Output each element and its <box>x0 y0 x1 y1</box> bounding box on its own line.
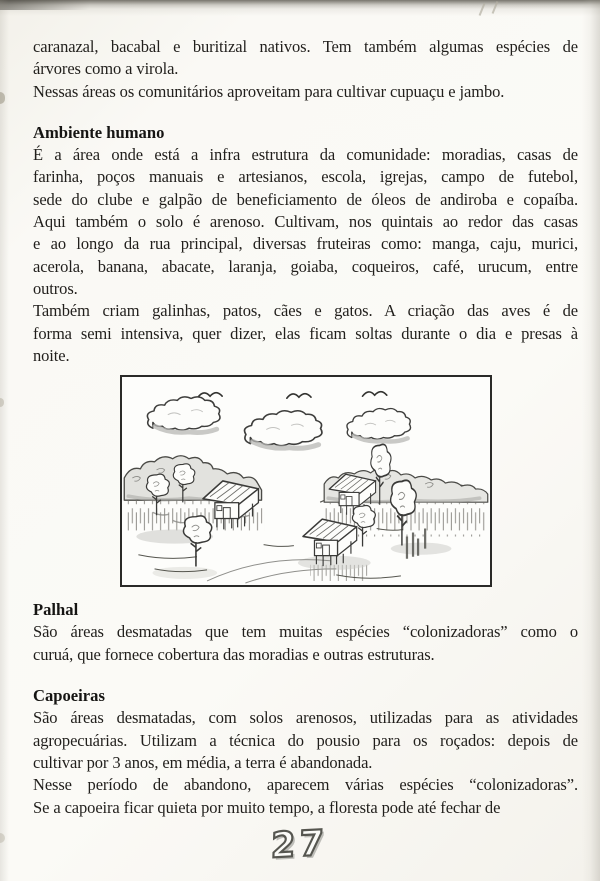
section-heading-ambiente-humano: Ambiente humano <box>33 122 165 142</box>
capoeiras-paragraph-2 <box>33 774 578 819</box>
intro-paragraph-1 <box>33 36 578 81</box>
text-line: e ao longo da rua principal, diversas fruteiras como: manga, caju, murici, <box>33 234 578 254</box>
text-line: Nesse período de abandono, aparecem várias espécies “colonizadoras”. <box>33 775 578 795</box>
section-heading-capoeiras: Capoeiras <box>33 686 105 706</box>
text-line: Nessas áreas os comunitários aproveitam para cultivar cupuaçu e jambo. <box>33 81 505 101</box>
text-line: Aqui também o solo é arenoso. Cultivam, nos quintais ao redor das casas <box>33 212 578 232</box>
ambiente-humano-paragraph-1 <box>33 144 578 300</box>
text-line: É a área onde está a infra estrutura da comunidade: moradias, casas de <box>33 145 578 165</box>
text-line: São áreas desmatadas, com solos arenosos, utilizadas para as atividades <box>33 708 578 728</box>
text-line: cultivar por 3 anos, em média, a terra é abandonada. <box>33 752 373 772</box>
clouds <box>147 397 410 448</box>
text-line: noite. <box>33 345 70 365</box>
section-heading-palhal: Palhal <box>33 600 79 620</box>
ambiente-humano-paragraph-2 <box>33 300 578 367</box>
capoeiras-paragraph-1 <box>33 707 578 774</box>
text-line: Se a capoeira ficar quieta por muito tempo, a floresta pode até fechar de <box>33 797 501 817</box>
page-number: 27 <box>270 823 329 867</box>
text-line: farinha, poços manuais e artesianos, escola, igrejas, campo de futebol, <box>33 167 578 187</box>
text-line: outros. <box>33 278 78 298</box>
intro-paragraph-2 <box>33 81 578 103</box>
text-line: árvores como a virola. <box>33 59 179 79</box>
sky-birds <box>197 392 386 399</box>
palhal-paragraph <box>33 621 578 666</box>
text-line: caranazal, bacabal e buritizal nativos. Tem também algumas espécies de <box>33 37 578 56</box>
text-line: acerola, banana, abacate, laranja, goiaba, coqueiros, café, urucum, entre <box>33 256 578 276</box>
text-line: São áreas desmatadas que tem muitas espécies “colonizadoras” como o <box>33 622 578 642</box>
water-reflections <box>125 500 485 583</box>
text-line: curuá, que fornece cobertura das moradias e outras estruturas. <box>33 644 435 664</box>
text-line: forma semi intensiva, quer dizer, elas ficam soltas durante o dia e presas à <box>33 323 578 343</box>
text-line: sede do clube e galpão de beneficiamento de óleos de andiroba e copaíba. <box>33 189 578 209</box>
text-line: agropecuárias. Utilizam a técnica do pousio para os roçados: depois de <box>33 730 578 750</box>
text-line: Também criam galinhas, patos, cães e gatos. A criação das aves é de <box>33 301 578 321</box>
village-illustration <box>120 375 492 587</box>
